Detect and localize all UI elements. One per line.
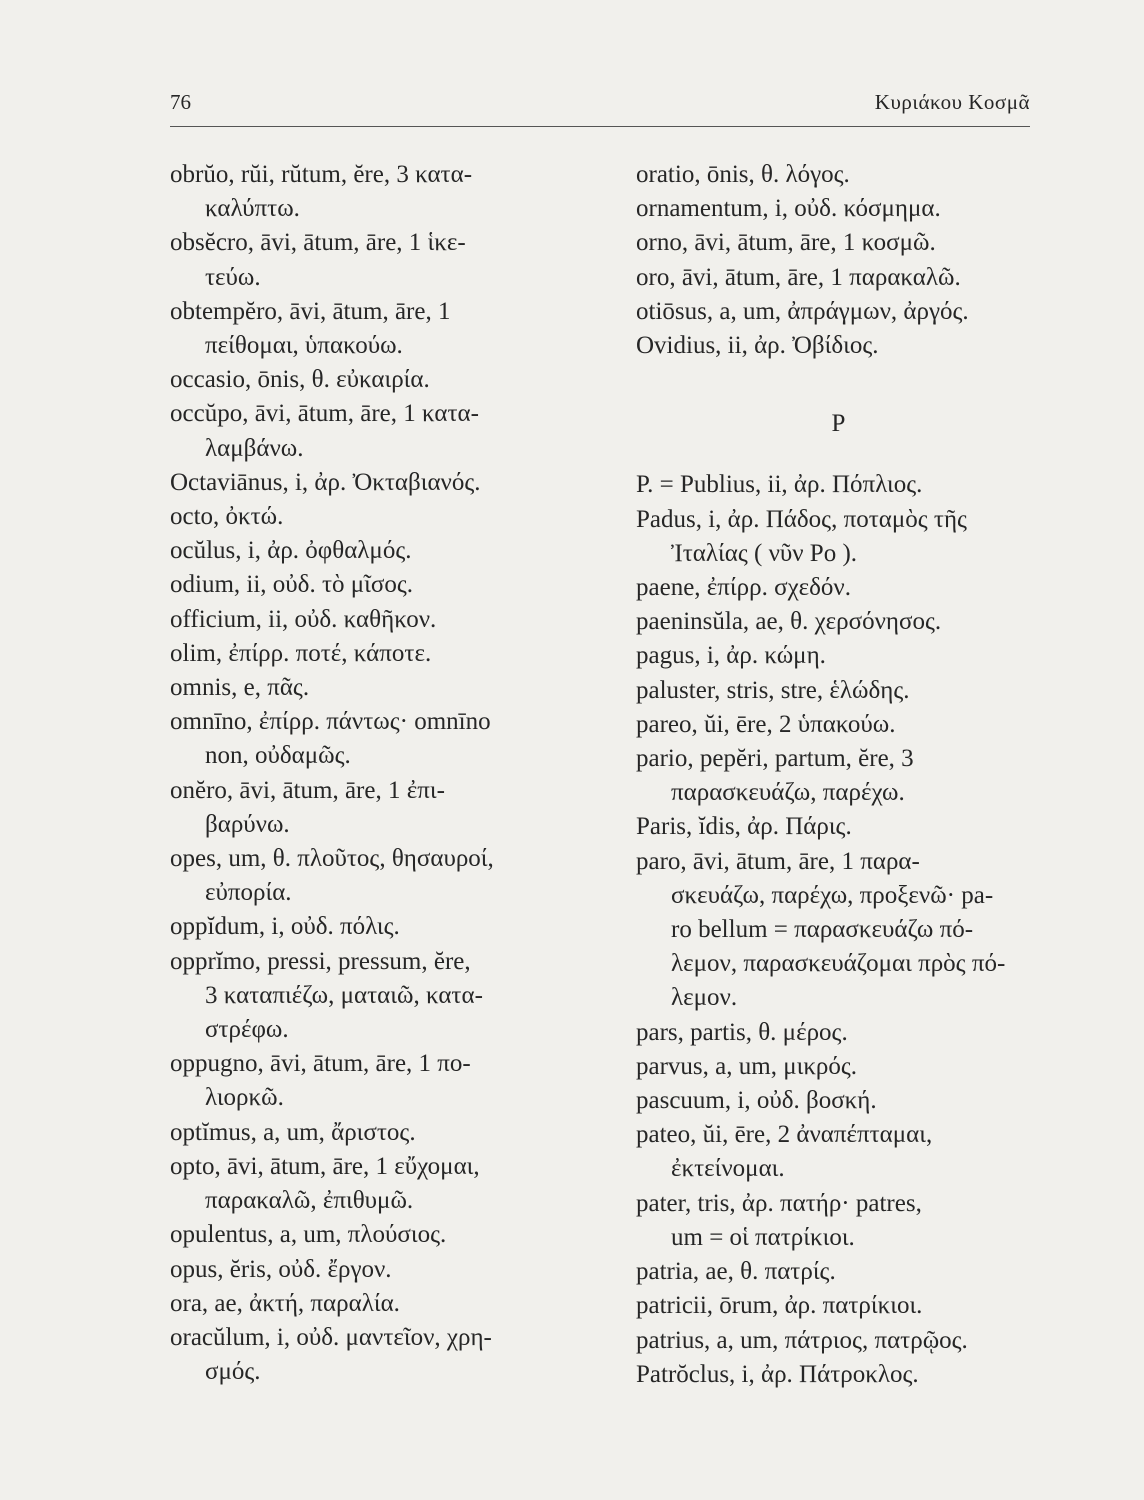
- dictionary-entry: [636, 571, 1041, 605]
- dictionary-entry: [636, 1289, 1041, 1323]
- section-letter: P: [831, 410, 846, 438]
- entry-line: patricii, ōrum, ἀρ. πατρίκιοι.: [636, 1292, 923, 1320]
- dictionary-entry: [170, 158, 590, 226]
- right-column: [636, 158, 1041, 1392]
- entry-line: opes, um, θ. πλοῦτος, θησαυροί,: [170, 845, 494, 873]
- entry-line: pareo, ŭi, ēre, 2 ὑπακούω.: [636, 710, 896, 738]
- dictionary-entry: [636, 810, 1041, 844]
- entry-line: oratio, ōnis, θ. λόγος.: [636, 161, 850, 188]
- page-number: 76: [170, 90, 191, 114]
- dictionary-entry: [170, 1150, 590, 1218]
- dictionary-entry: [170, 1047, 590, 1115]
- dictionary-entry: [636, 742, 1041, 810]
- entry-line: omnīno, ἐπίρρ. πάντως· omnīno: [170, 708, 491, 736]
- entry-line: obsĕcro, āvi, ātum, āre, 1 ἱκε-: [170, 229, 466, 257]
- entry-line: ora, ae, ἀκτή, παραλία.: [170, 1289, 400, 1317]
- dictionary-entry: [636, 1084, 1041, 1118]
- right-column-bottom: [636, 468, 1041, 1391]
- dictionary-entry: [636, 605, 1041, 639]
- dictionary-entry: [170, 295, 590, 363]
- entry-line: Paris, ĭdis, ἀρ. Πάρις.: [636, 813, 852, 841]
- entry-line: obtempĕro, āvi, ātum, āre, 1: [170, 297, 451, 325]
- entry-line: paro, āvi, ātum, āre, 1 παρα-: [636, 847, 920, 875]
- dictionary-entry: [170, 466, 590, 500]
- running-title: Κυριάκου Κοσμᾶ: [874, 90, 1030, 114]
- dictionary-entry: [636, 1255, 1041, 1289]
- dictionary-entry: [170, 1321, 590, 1389]
- entry-line: opto, āvi, ātum, āre, 1 εὔχομαι,: [170, 1152, 480, 1180]
- entry-line: omnis, e, πᾶς.: [170, 674, 310, 702]
- dictionary-entry: [636, 158, 1041, 192]
- page-header: [170, 90, 1030, 127]
- entry-line: paluster, stris, stre, ἑλώδης.: [636, 676, 910, 704]
- right-column-top: [636, 158, 1041, 363]
- entry-line: oppugno, āvi, ātum, āre, 1 πο-: [170, 1050, 471, 1078]
- entry-line: παρακαλῶ, ἐπιθυμῶ.: [205, 1187, 414, 1215]
- entry-line: paeninsŭla, ae, θ. χερσόνησος.: [636, 608, 942, 636]
- dictionary-entry: [636, 1187, 1041, 1255]
- entry-line: parvus, a, um, μικρός.: [636, 1052, 858, 1080]
- entry-line: patrius, a, um, πάτριος, πατρῷος.: [636, 1326, 968, 1354]
- entry-line: Padus, i, ἀρ. Πάδος, ποταμὸς τῆς: [636, 505, 967, 533]
- entry-line: otiōsus, a, um, ἀπράγμων, ἀργός.: [636, 297, 969, 325]
- dictionary-entry: [170, 568, 590, 602]
- entry-line: pario, pepĕri, partum, ĕre, 3: [636, 745, 914, 773]
- dictionary-entry: [636, 226, 1041, 260]
- entry-line: opulentus, a, um, πλούσιος.: [170, 1221, 447, 1249]
- dictionary-entry: [636, 192, 1041, 226]
- entry-line: στρέφω.: [205, 1016, 289, 1044]
- entry-line: 3 καταπιέζω, ματαιῶ, κατα-: [205, 981, 483, 1009]
- entry-line: occŭpo, āvi, ātum, āre, 1 κατα-: [170, 400, 479, 428]
- entry-line: officium, ii, οὐδ. καθῆκον.: [170, 605, 437, 633]
- entry-line: παρασκευάζω, παρέχω.: [671, 779, 905, 807]
- dictionary-entry: [170, 397, 590, 465]
- dictionary-entry: [170, 671, 590, 705]
- left-column: [170, 158, 590, 1389]
- entry-line: καλύπτω.: [205, 195, 300, 223]
- entry-line: Ἰταλίας ( νῦν Po ).: [671, 539, 858, 567]
- dictionary-entry: [170, 1287, 590, 1321]
- dictionary-entry: [170, 500, 590, 534]
- dictionary-entry: [636, 708, 1041, 742]
- dictionary-entry: [636, 674, 1041, 708]
- entry-line: onĕro, āvi, ātum, āre, 1 ἐπι-: [170, 776, 445, 804]
- entry-line: optĭmus, a, um, ἄριστος.: [170, 1118, 416, 1146]
- entry-line: P. = Publius, ii, ἀρ. Πόπλιος.: [636, 471, 923, 499]
- dictionary-entry: [636, 1016, 1041, 1050]
- entry-line: pars, partis, θ. μέρος.: [636, 1018, 848, 1046]
- entry-line: ocŭlus, i, ἀρ. ὀφθαλμός.: [170, 537, 412, 565]
- dictionary-entry: [636, 1118, 1041, 1186]
- dictionary-entry: [636, 845, 1041, 1016]
- dictionary-entry: [170, 910, 590, 944]
- entry-line: paene, ἐπίρρ. σχεδόν.: [636, 574, 851, 602]
- entry-line: um = οἱ πατρίκιοι.: [671, 1223, 855, 1251]
- entry-line: oracŭlum, i, οὐδ. μαντεῖον, χρη-: [170, 1323, 492, 1351]
- dictionary-entry: [170, 1116, 590, 1150]
- entry-line: pascuum, i, οὐδ. βοσκή.: [636, 1087, 877, 1115]
- entry-line: πείθομαι, ὑπακούω.: [205, 332, 403, 360]
- entry-line: ἐκτείνομαι.: [671, 1155, 785, 1183]
- dictionary-entry: [636, 503, 1041, 571]
- entry-line: pater, tris, ἀρ. πατήρ· patres,: [636, 1189, 922, 1217]
- dictionary-entry: [170, 363, 590, 397]
- dictionary-entry: [170, 637, 590, 671]
- entry-line: patria, ae, θ. πατρίς.: [636, 1258, 836, 1286]
- dictionary-entry: [170, 705, 590, 773]
- entry-line: opus, ĕris, οὐδ. ἔργον.: [170, 1255, 392, 1283]
- entry-line: non, οὐδαμῶς.: [205, 742, 351, 770]
- entry-line: λιορκῶ.: [205, 1084, 284, 1112]
- entry-line: Ovidius, ii, ἀρ. Ὀβίδιος.: [636, 332, 879, 360]
- entry-line: pateo, ŭi, ēre, 2 ἀναπέπταμαι,: [636, 1121, 933, 1149]
- dictionary-entry: [170, 842, 590, 910]
- dictionary-entry: [636, 468, 1041, 502]
- dictionary-entry: [636, 1050, 1041, 1084]
- dictionary-entry: [636, 261, 1041, 295]
- entry-line: βαρύνω.: [205, 810, 290, 838]
- entry-line: λεμον, παρασκευάζομαι πρὸς πό-: [671, 950, 1006, 978]
- entry-line: olim, ἐπίρρ. ποτέ, κάποτε.: [170, 639, 432, 667]
- entry-line: τεύω.: [205, 263, 261, 291]
- dictionary-entry: [636, 295, 1041, 329]
- entry-line: pagus, i, ἀρ. κώμη.: [636, 642, 826, 670]
- dictionary-entry: [170, 534, 590, 568]
- entry-line: odium, ii, οὐδ. τὸ μῖσος.: [170, 571, 413, 599]
- entry-line: ro bellum = παρασκευάζω πό-: [671, 916, 974, 944]
- entry-line: σκευάζω, παρέχω, προξενῶ· pa-: [671, 881, 994, 909]
- entry-line: ornamentum, i, οὐδ. κόσμημα.: [636, 195, 941, 223]
- entry-line: λαμβάνω.: [205, 434, 304, 462]
- entry-line: εὐπορία.: [205, 879, 292, 907]
- entry-line: oppĭdum, i, οὐδ. πόλις.: [170, 913, 400, 941]
- dictionary-entry: [170, 945, 590, 1048]
- entry-line: σμός.: [205, 1358, 261, 1386]
- entry-line: λεμον.: [671, 984, 738, 1012]
- entry-line: Patrŏclus, i, ἀρ. Πάτροκλος.: [636, 1360, 919, 1388]
- dictionary-entry: [636, 329, 1041, 363]
- dictionary-entry: [636, 639, 1041, 673]
- entry-line: obrŭo, rŭi, rŭtum, ĕre, 3 κατα-: [170, 161, 473, 188]
- entry-line: octo, ὀκτώ.: [170, 503, 284, 531]
- dictionary-entry: [170, 774, 590, 842]
- dictionary-entry: [170, 603, 590, 637]
- dictionary-entry: [170, 1253, 590, 1287]
- dictionary-entry: [636, 1358, 1041, 1392]
- entry-line: oro, āvi, ātum, āre, 1 παρακαλῶ.: [636, 263, 961, 291]
- dictionary-entry: [636, 1324, 1041, 1358]
- entry-line: occasio, ōnis, θ. εὐκαιρία.: [170, 366, 430, 394]
- entry-line: orno, āvi, ātum, āre, 1 κοσμῶ.: [636, 229, 936, 257]
- dictionary-entry: [170, 226, 590, 294]
- entry-line: Octaviānus, i, ἀρ. Ὀκταβιανός.: [170, 468, 481, 496]
- entry-line: opprĭmo, pressi, pressum, ĕre,: [170, 947, 471, 975]
- dictionary-entry: [170, 1218, 590, 1252]
